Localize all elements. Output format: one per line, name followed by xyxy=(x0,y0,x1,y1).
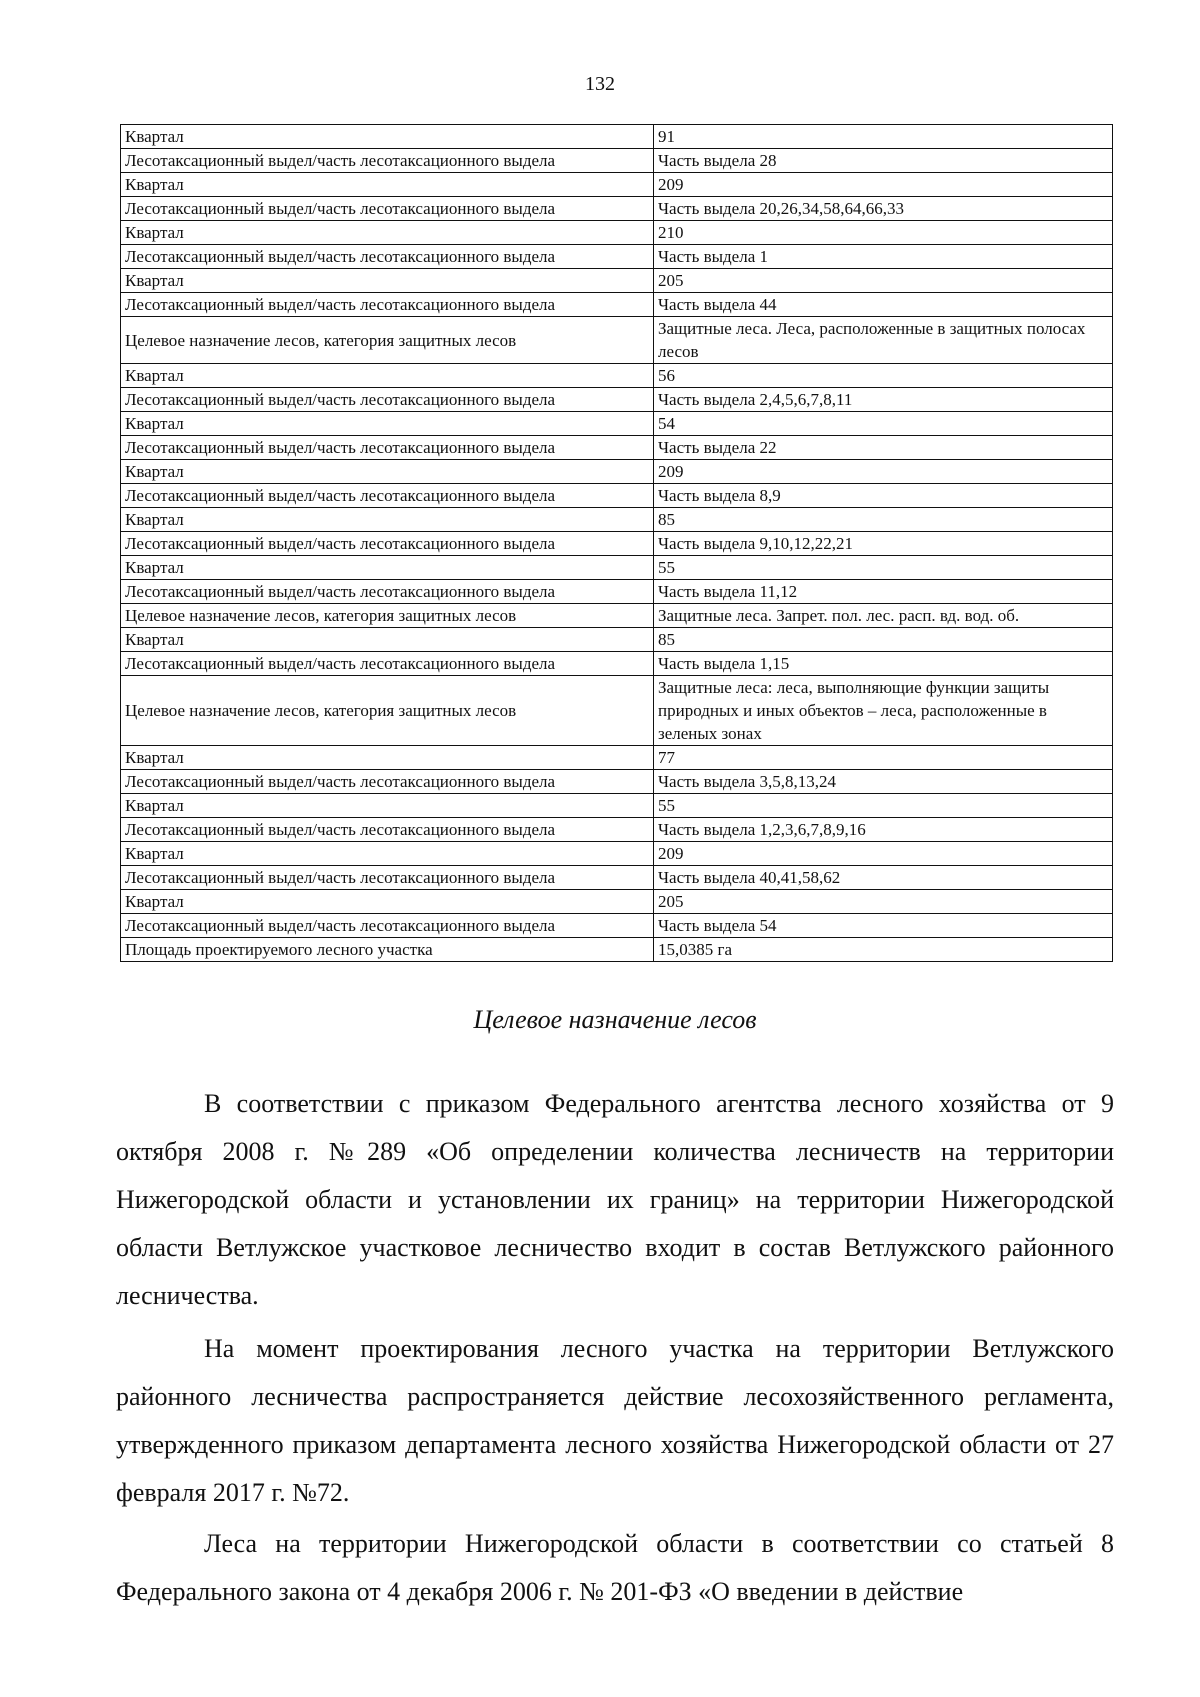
row-value: Часть выдела 22 xyxy=(654,436,1113,460)
paragraph-2: На момент проектирования лесного участка на территории Ветлужского районного лесничества распространяется действие лесохозяйственного регламента, утвержденного приказом департамента лесного хозяйства Нижегородской области от 27 февраля 2017 г. №72. xyxy=(116,1334,1114,1507)
table-row xyxy=(121,818,1113,842)
row-label: Лесотаксационный выдел/часть лесотаксационного выдела xyxy=(121,149,654,173)
row-value: Часть выдела 54 xyxy=(654,914,1113,938)
row-value: 210 xyxy=(654,221,1113,245)
row-value: Часть выдела 1,2,3,6,7,8,9,16 xyxy=(654,818,1113,842)
paragraph-1: В соответствии с приказом Федерального агентства лесного хозяйства от 9 октября 2008 г. №289 «Об определении количества лесничеств на территории Нижегородской области и установлении их границ» на территории Нижегородской области Ветлужское участковое лесничество входит в состав Ветлужского районного лесничества. xyxy=(116,1089,1114,1310)
table-row xyxy=(121,914,1113,938)
row-label: Квартал xyxy=(121,794,654,818)
table-row xyxy=(121,628,1113,652)
row-label: Целевое назначение лесов, категория защитных лесов xyxy=(121,317,654,364)
row-value: Часть выдела 20,26,34,58,64,66,33 xyxy=(654,197,1113,221)
row-value: Часть выдела 2,4,5,6,7,8,11 xyxy=(654,388,1113,412)
row-value: 209 xyxy=(654,460,1113,484)
table-row xyxy=(121,197,1113,221)
row-label: Лесотаксационный выдел/часть лесотаксационного выдела xyxy=(121,866,654,890)
row-label: Лесотаксационный выдел/часть лесотаксационного выдела xyxy=(121,914,654,938)
table-row xyxy=(121,149,1113,173)
row-value: 91 xyxy=(654,125,1113,149)
row-value: 55 xyxy=(654,556,1113,580)
row-value: 209 xyxy=(654,842,1113,866)
table-row xyxy=(121,364,1113,388)
row-label: Квартал xyxy=(121,842,654,866)
row-label: Квартал xyxy=(121,746,654,770)
row-label: Лесотаксационный выдел/часть лесотаксационного выдела xyxy=(121,770,654,794)
row-label: Квартал xyxy=(121,556,654,580)
table-row xyxy=(121,436,1113,460)
row-value: Часть выдела 44 xyxy=(654,293,1113,317)
row-label: Лесотаксационный выдел/часть лесотаксационного выдела xyxy=(121,436,654,460)
row-label: Квартал xyxy=(121,508,654,532)
row-label: Целевое назначение лесов, категория защитных лесов xyxy=(121,604,654,628)
row-label: Лесотаксационный выдел/часть лесотаксационного выдела xyxy=(121,293,654,317)
row-value: Защитные леса. Леса, расположенные в защитных полосах лесов xyxy=(654,317,1113,364)
table-row xyxy=(121,388,1113,412)
row-label: Квартал xyxy=(121,460,654,484)
table-row xyxy=(121,460,1113,484)
row-value: 209 xyxy=(654,173,1113,197)
row-value: 205 xyxy=(654,269,1113,293)
table-row xyxy=(121,412,1113,436)
row-label: Квартал xyxy=(121,412,654,436)
table-row xyxy=(121,508,1113,532)
table-row xyxy=(121,484,1113,508)
row-label: Лесотаксационный выдел/часть лесотаксационного выдела xyxy=(121,532,654,556)
table-row xyxy=(121,317,1113,364)
row-value: 15,0385 га xyxy=(654,938,1113,962)
page-number: 132 xyxy=(585,73,615,95)
row-value: Часть выдела 1 xyxy=(654,245,1113,269)
row-value: Часть выдела 40,41,58,62 xyxy=(654,866,1113,890)
row-value: Защитные леса. Запрет. пол. лес. расп. вд. вод. об. xyxy=(654,604,1113,628)
table-row xyxy=(121,938,1113,962)
table-row xyxy=(121,770,1113,794)
row-label: Лесотаксационный выдел/часть лесотаксационного выдела xyxy=(121,484,654,508)
table-row xyxy=(121,532,1113,556)
row-value: Часть выдела 9,10,12,22,21 xyxy=(654,532,1113,556)
row-label: Лесотаксационный выдел/часть лесотаксационного выдела xyxy=(121,245,654,269)
row-value: 205 xyxy=(654,890,1113,914)
table-row xyxy=(121,794,1113,818)
row-value: Часть выдела 11,12 xyxy=(654,580,1113,604)
table-row xyxy=(121,580,1113,604)
row-value: 77 xyxy=(654,746,1113,770)
table-row xyxy=(121,269,1113,293)
row-label: Лесотаксационный выдел/часть лесотаксационного выдела xyxy=(121,388,654,412)
row-label: Квартал xyxy=(121,221,654,245)
row-label: Лесотаксационный выдел/часть лесотаксационного выдела xyxy=(121,197,654,221)
row-value: 85 xyxy=(654,628,1113,652)
table-row xyxy=(121,746,1113,770)
row-value: Защитные леса: леса, выполняющие функции защиты природных и иных объектов – леса, расположенные в зеленых зонах xyxy=(654,676,1113,746)
table-row xyxy=(121,293,1113,317)
row-value: 85 xyxy=(654,508,1113,532)
row-label: Квартал xyxy=(121,173,654,197)
section-title: Целевое назначение лесов xyxy=(473,1005,757,1034)
row-value: 55 xyxy=(654,794,1113,818)
row-value: 54 xyxy=(654,412,1113,436)
row-label: Квартал xyxy=(121,364,654,388)
row-value: Часть выдела 8,9 xyxy=(654,484,1113,508)
table-row xyxy=(121,652,1113,676)
table-row xyxy=(121,866,1113,890)
row-value: Часть выдела 3,5,8,13,24 xyxy=(654,770,1113,794)
table-row xyxy=(121,890,1113,914)
paragraph-3: Леса на территории Нижегородской области в соответствии со статьей 8 Федерального закона от 4 декабря 2006 г. № 201-ФЗ «О введении в действие xyxy=(116,1529,1114,1606)
forest-plot-table xyxy=(120,124,1113,962)
row-label: Целевое назначение лесов, категория защитных лесов xyxy=(121,676,654,746)
row-label: Квартал xyxy=(121,125,654,149)
row-label: Лесотаксационный выдел/часть лесотаксационного выдела xyxy=(121,652,654,676)
table-body xyxy=(121,125,1113,962)
table-row xyxy=(121,221,1113,245)
row-label: Квартал xyxy=(121,628,654,652)
table-row xyxy=(121,125,1113,149)
row-label: Площадь проектируемого лесного участка xyxy=(121,938,654,962)
row-label: Квартал xyxy=(121,890,654,914)
row-value: Часть выдела 1,15 xyxy=(654,652,1113,676)
table-row xyxy=(121,604,1113,628)
table-row xyxy=(121,556,1113,580)
table-row xyxy=(121,245,1113,269)
row-value: Часть выдела 28 xyxy=(654,149,1113,173)
table-row xyxy=(121,173,1113,197)
row-value: 56 xyxy=(654,364,1113,388)
row-label: Лесотаксационный выдел/часть лесотаксационного выдела xyxy=(121,580,654,604)
row-label: Квартал xyxy=(121,269,654,293)
row-label: Лесотаксационный выдел/часть лесотаксационного выдела xyxy=(121,818,654,842)
table-row xyxy=(121,676,1113,746)
table-row xyxy=(121,842,1113,866)
